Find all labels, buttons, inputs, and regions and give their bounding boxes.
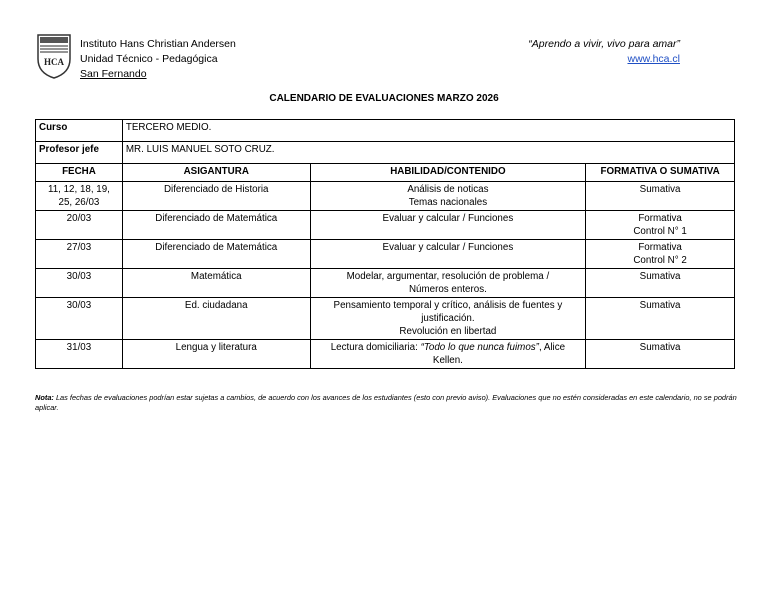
cell-contenido: Pensamiento temporal y crítico, análisis de fuentes y justificación. Revolución en libertad [310, 298, 586, 340]
evaluation-table [35, 119, 735, 369]
cell-contenido: Lectura domiciliaria: “Todo lo que nunca fuimos”, Alice Kellen. [310, 340, 586, 369]
cell-contenido: Análisis de noticas Temas nacionales [310, 182, 586, 211]
page-title: CALENDARIO DE EVALUACIONES MARZO 2026 [269, 93, 499, 104]
cell-tipo: Sumativa [586, 298, 735, 340]
cell-contenido: Evaluar y calcular / Funciones [310, 211, 586, 240]
motto-block [528, 37, 680, 67]
curso-value: TERCERO MEDIO. [122, 120, 734, 142]
column-header-tipo: FORMATIVA O SUMATIVA [586, 164, 735, 182]
cell-asignatura: Diferenciado de Historia [122, 182, 310, 211]
note-text: Las fechas de evaluaciones podrían estar sujetas a cambios, de acuerdo con los avances de los estudiantes (esto con previo aviso). Evaluaciones que no estén consideradas en este calendario, no se podrán aplicar. [35, 393, 737, 412]
institution-name: Instituto Hans Christian Andersen [80, 38, 236, 50]
city-name: San Fernando [80, 68, 147, 80]
document-header [36, 33, 736, 83]
cell-fecha: 30/03 [36, 269, 123, 298]
profesor-value: MR. LUIS MANUEL SOTO CRUZ. [122, 142, 734, 164]
footnote [35, 393, 740, 413]
cell-tipo: Formativa Control N° 2 [586, 240, 735, 269]
table-row [36, 182, 735, 211]
table-row [36, 269, 735, 298]
column-header-fecha: FECHA [36, 164, 123, 182]
cell-fecha: 30/03 [36, 298, 123, 340]
cell-fecha: 20/03 [36, 211, 123, 240]
curso-label: Curso [36, 120, 123, 142]
cell-asignatura: Diferenciado de Matemática [122, 211, 310, 240]
cell-fecha: 27/03 [36, 240, 123, 269]
cell-fecha: 31/03 [36, 340, 123, 369]
column-header-contenido: HABILIDAD/CONTENIDO [310, 164, 586, 182]
table-row [36, 298, 735, 340]
logo-text: HCA [44, 57, 64, 67]
institution-block [80, 37, 236, 82]
cell-asignatura: Matemática [122, 269, 310, 298]
table-row [36, 240, 735, 269]
cell-asignatura: Diferenciado de Matemática [122, 240, 310, 269]
profesor-row [36, 142, 735, 164]
website-link[interactable]: www.hca.cl [627, 53, 680, 65]
cell-tipo: Sumativa [586, 182, 735, 211]
table-header-row [36, 164, 735, 182]
cell-asignatura: Ed. ciudadana [122, 298, 310, 340]
profesor-label: Profesor jefe [36, 142, 123, 164]
school-motto: “Aprendo a vivir, vivo para amar” [528, 38, 680, 50]
cell-tipo: Sumativa [586, 340, 735, 369]
column-header-asignatura: ASIGANTURA [122, 164, 310, 182]
cell-tipo: Formativa Control N° 1 [586, 211, 735, 240]
book-title: “Todo lo que nunca fuimos” [420, 342, 539, 353]
note-label: Nota: [35, 393, 54, 402]
cell-contenido: Modelar, argumentar, resolución de problema / Números enteros. [310, 269, 586, 298]
cell-fecha: 11, 12, 18, 19, 25, 26/03 [36, 182, 123, 211]
table-row [36, 340, 735, 369]
cell-asignatura: Lengua y literatura [122, 340, 310, 369]
cell-contenido: Evaluar y calcular / Funciones [310, 240, 586, 269]
curso-row [36, 120, 735, 142]
cell-tipo: Sumativa [586, 269, 735, 298]
unit-name: Unidad Técnico - Pedagógica [80, 53, 218, 65]
school-logo [36, 33, 72, 79]
table-row [36, 211, 735, 240]
